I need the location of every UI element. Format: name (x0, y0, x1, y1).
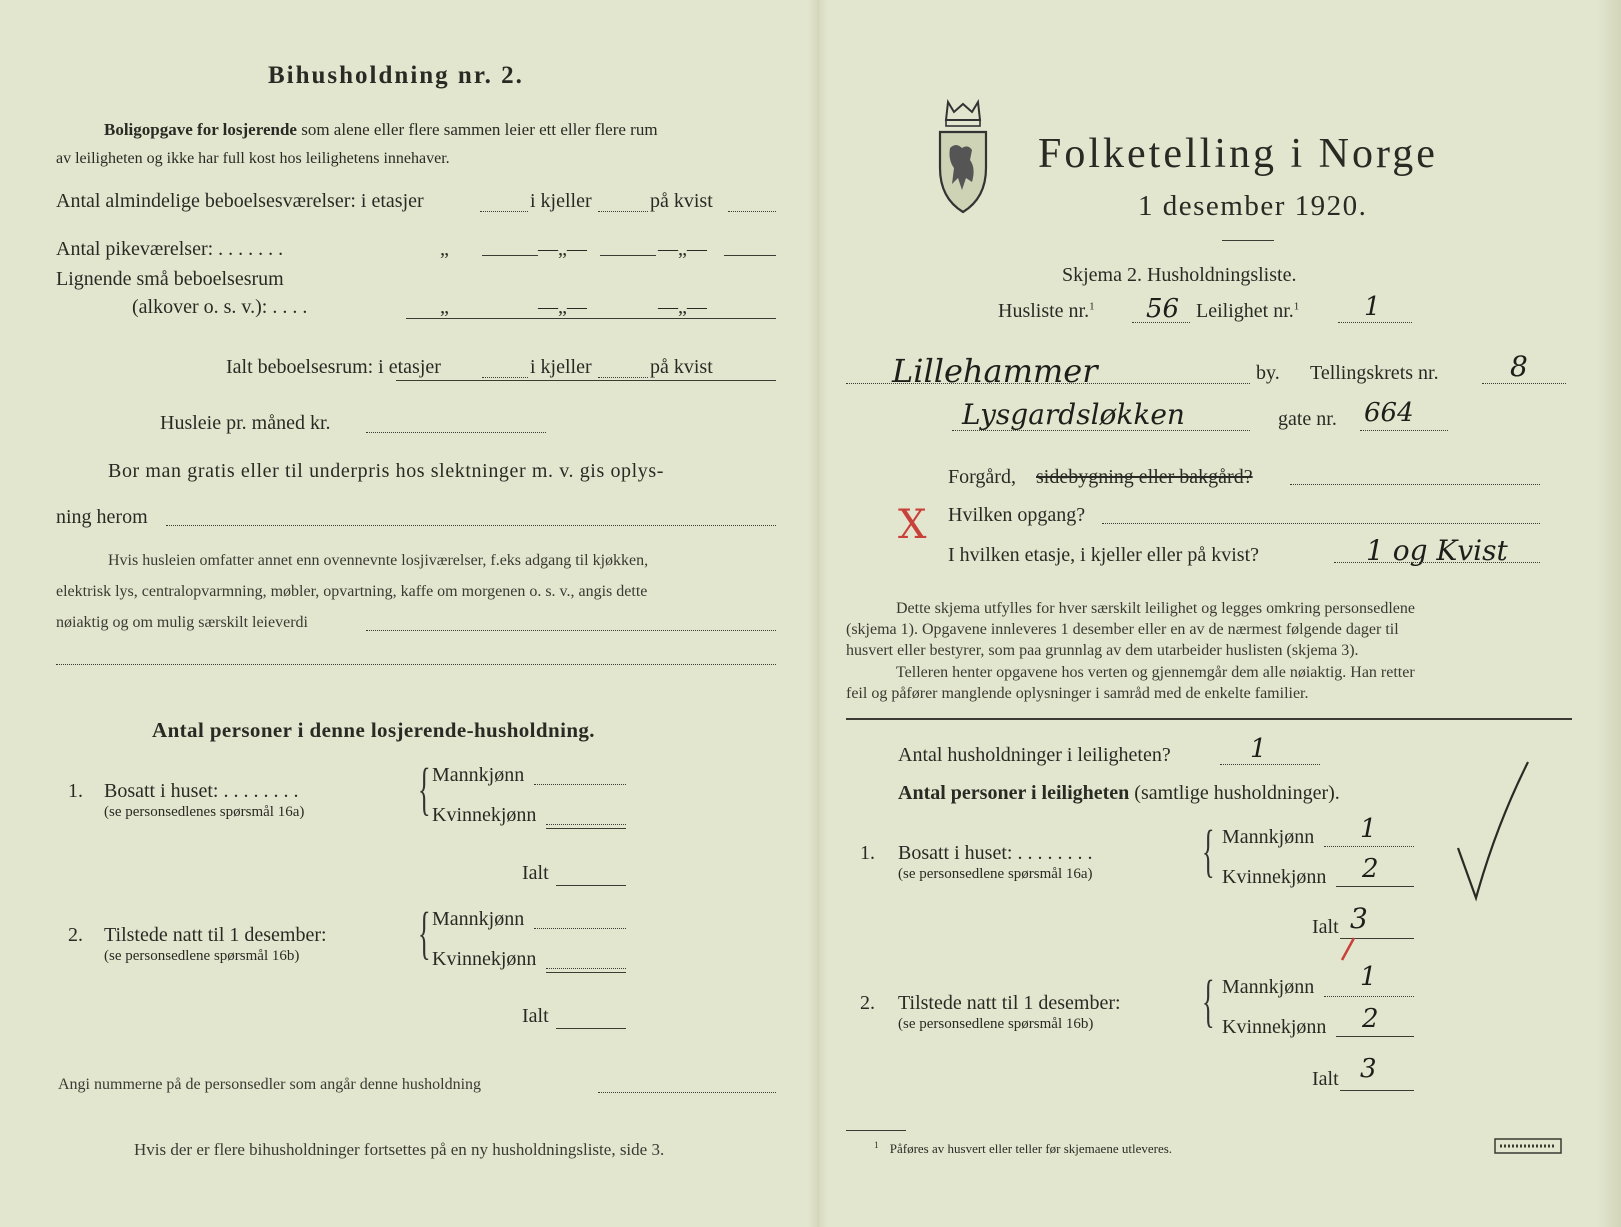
right-q1-kvinne-field (1336, 886, 1414, 887)
ialt-kvist-label: på kvist (650, 356, 713, 378)
husleie-field[interactable] (366, 432, 546, 433)
left-footer: Hvis der er flere bihusholdninger fortsettes på en ny husholdningsliste, side 3. (134, 1140, 665, 1159)
skjema-label: Skjema 2. Husholdningsliste. (1062, 264, 1297, 286)
right-q1-mann-value[interactable]: 1 (1360, 814, 1377, 844)
gate-value[interactable]: Lysgardsløkken (962, 398, 1185, 431)
right-q2-kvinne-value[interactable]: 2 (1362, 1004, 1379, 1034)
right-q1-mann-label: Mannkjønn (1222, 826, 1315, 848)
gate-label: gate nr. (1278, 408, 1337, 430)
right-q2-kvinne-label: Kvinnekjønn (1222, 1016, 1327, 1038)
red-check-mark: X (898, 502, 927, 548)
husliste-value[interactable]: 56 (1146, 294, 1180, 324)
krets-label: Tellingskrets nr. (1310, 362, 1439, 384)
rooms-kjeller-label: i kjeller (530, 190, 592, 212)
left-intro-line2: av leiligheten og ikke har full kost hos leilighetens innehaver. (56, 150, 450, 167)
leilighet-label (1196, 300, 1299, 323)
lignende-label-2: (alkover o. s. v.): . . . . (132, 296, 308, 318)
left-q1-label: Bosatt i huset: . . . . . . . . (104, 780, 299, 802)
leieverdi-field[interactable] (366, 630, 776, 631)
left-q1-mann-label: Mannkjønn (432, 764, 525, 786)
left-q2-num: 2. (68, 924, 83, 946)
gate-nr-value[interactable]: 664 (1364, 398, 1414, 428)
ialt-kjeller-label: i kjeller (530, 356, 592, 378)
etasje-label: I hvilken etasje, i kjeller eller på kvist? (948, 544, 1259, 566)
page-edge-shadow (1597, 0, 1621, 1227)
left-q2-ialt-field[interactable] (556, 1028, 626, 1029)
left-title: Bihusholdning nr. 2. (268, 62, 524, 89)
husliste-sup: 1 (1089, 300, 1095, 313)
left-q2-ialt-label: Ialt (522, 1005, 549, 1027)
left-q2-sub: (se personsedlene spørsmål 16b) (104, 948, 300, 964)
antal-pers-heading (898, 782, 1340, 805)
gate-field (952, 430, 1250, 431)
left-q2-kvinne-field[interactable] (546, 968, 626, 969)
lignende-ditto-1: „ (440, 296, 449, 318)
hvis-line-2: elektrisk lys, centralopvarmning, møbler, opvartning, kaffe om morgenen o. s. v., angis dette (56, 583, 648, 600)
checkmark-icon (1452, 756, 1532, 906)
left-q2-mann-label: Mannkjønn (432, 908, 525, 930)
ialt-kjeller-field[interactable] (598, 377, 648, 378)
footnote (874, 1140, 1172, 1157)
lignende-ditto-2: —„— (538, 296, 587, 318)
opgang-label: Hvilken opgang? (948, 504, 1086, 526)
right-q2-ialt-label: Ialt (1312, 1068, 1339, 1090)
right-q2-brace: { (1202, 968, 1215, 1033)
leilighet-label-text: Leilighet nr. (1196, 300, 1294, 322)
right-q2-mann-label: Mannkjønn (1222, 976, 1315, 998)
right-q2-sub: (se personsedlene spørsmål 16b) (898, 1016, 1094, 1032)
instructions-divider (846, 718, 1572, 720)
footnote-sup: 1 (874, 1140, 879, 1150)
right-q1-ialt-label: Ialt (1312, 916, 1339, 938)
printer-stamp-icon (1494, 1138, 1562, 1154)
left-q2-kvinne-underline (546, 972, 626, 973)
hvis-line-3: nøiaktig og om mulig særskilt leieverdi (56, 614, 308, 631)
husleie-label: Husleie pr. måned kr. (160, 412, 331, 434)
right-q1-num: 1. (860, 842, 875, 864)
dette-line-3: husvert eller bestyrer, som paa grunnlag av dem utarbeider huslisten (skjema 3). (846, 642, 1359, 659)
left-q2-label: Tilstede natt til 1 desember: (104, 924, 327, 946)
footnote-divider (846, 1130, 906, 1131)
left-q2-brace: { (418, 900, 431, 965)
left-q1-num: 1. (68, 780, 83, 802)
dette-line-1: Dette skjema utfylles for hver særskilt leilighet og legges omkring personsedlene (896, 600, 1415, 617)
red-tick-icon (1338, 936, 1358, 962)
dette-line-2: (skjema 1). Opgavene innleveres 1 desember eller en av de nærmest følgende dager til (846, 621, 1399, 638)
leilighet-field (1338, 322, 1412, 323)
right-q2-mann-value[interactable]: 1 (1360, 962, 1377, 992)
leilighet-sup: 1 (1293, 300, 1300, 313)
rooms-kvist-label: på kvist (650, 190, 713, 212)
footnote-text: Påføres av husvert eller teller før skjemaene utleveres. (889, 1141, 1173, 1157)
right-q2-num: 2. (860, 992, 875, 1014)
pike-field-1[interactable] (482, 255, 538, 256)
teller-line-1: Telleren henter opgavene hos verten og gjennemgår dem alle nøiaktig. Han retter (896, 664, 1415, 681)
pike-label: Antal pikeværelser: . . . . . . . (56, 238, 284, 260)
antal-pers-rest: (samtlige husholdninger). (1134, 782, 1340, 804)
left-q1-brace: { (418, 756, 431, 821)
right-q1-mann-field (1324, 846, 1414, 847)
etasje-value[interactable]: 1 og Kvist (1366, 534, 1508, 567)
left-q1-kvinne-label: Kvinnekjønn (432, 804, 537, 826)
hvis-line-1: Hvis husleien omfatter annet enn ovennevnte losjiværelser, f.eks adgang til kjøkken, (108, 552, 649, 569)
left-q1-ialt-field[interactable] (556, 885, 626, 886)
right-q1-ialt-value[interactable]: 3 (1350, 902, 1368, 935)
right-q2-kvinne-field (1336, 1036, 1414, 1037)
by-label: by. (1256, 362, 1280, 384)
antal-hush-field (1220, 764, 1320, 765)
pike-ditto-1: „ (440, 238, 449, 260)
left-q2-mann-field[interactable] (534, 928, 626, 929)
left-intro-rest: som alene eller flere sammen leier ett eller flere rum (301, 120, 658, 139)
gate-nr-field (1360, 430, 1448, 431)
lignende-field-1[interactable] (406, 318, 776, 319)
left-intro (104, 120, 658, 140)
rooms-kvist-field[interactable] (728, 211, 776, 212)
forgard-struck: sidebygning eller bakgård? (1036, 466, 1253, 488)
bor-man-field[interactable] (166, 525, 776, 526)
right-q1-kvinne-value[interactable]: 2 (1362, 854, 1379, 884)
right-q1-label: Bosatt i huset: . . . . . . . . (898, 842, 1093, 864)
page-fold (808, 0, 828, 1227)
right-date: 1 desember 1920. (1138, 190, 1368, 222)
ialt-underline (396, 380, 776, 381)
by-value[interactable]: Lillehammer (892, 352, 1098, 390)
krets-field (1482, 383, 1566, 384)
pike-field-3[interactable] (724, 255, 776, 256)
left-q1-sub: (se personsedlenes spørsmål 16a) (104, 804, 305, 820)
etasje-field (1334, 562, 1540, 563)
antal-hush-value[interactable]: 1 (1250, 734, 1267, 764)
opgang-field[interactable] (1102, 523, 1540, 524)
rooms-label: Antal almindelige beboelsesværelser: i etasjer (56, 190, 424, 212)
husliste-field (1132, 322, 1190, 323)
antal-hush-label: Antal husholdninger i leiligheten? (898, 744, 1171, 766)
angi-label: Angi nummerne på de personsedler som angår denne husholdning (58, 1076, 482, 1093)
right-q2-ialt-field (1340, 1090, 1414, 1091)
right-title: Folketelling i Norge (1038, 131, 1438, 177)
pike-field-2[interactable] (600, 255, 656, 256)
pike-ditto-3: —„— (658, 238, 707, 260)
angi-field[interactable] (598, 1092, 776, 1093)
husliste-label-text: Husliste nr. (998, 300, 1090, 322)
antal-pers-bold: Antal personer i leiligheten (898, 782, 1130, 804)
ialt-rooms-label: Ialt beboelsesrum: i etasjer (226, 356, 441, 378)
pike-ditto-2: —„— (538, 238, 587, 260)
right-q1-sub: (se personsedlene spørsmål 16a) (898, 866, 1093, 882)
left-antal-heading: Antal personer i denne losjerende-husholdning. (152, 718, 595, 742)
rooms-kjeller-field[interactable] (598, 211, 648, 212)
left-q1-kvinne-underline (546, 828, 626, 829)
right-q2-label: Tilstede natt til 1 desember: (898, 992, 1121, 1014)
bor-man-line-1: Bor man gratis eller til underpris hos slektninger m. v. gis oplys- (108, 460, 665, 482)
lignende-label-1: Lignende små beboelsesrum (56, 268, 284, 290)
left-q1-mann-field[interactable] (534, 784, 626, 785)
krets-value[interactable]: 8 (1510, 350, 1528, 383)
norway-coat-of-arms-icon (936, 98, 990, 216)
right-q2-ialt-value[interactable]: 3 (1360, 1054, 1377, 1084)
left-q2-kvinne-label: Kvinnekjønn (432, 948, 537, 970)
by-field (846, 383, 1250, 384)
title-divider (1222, 240, 1274, 241)
leieverdi-field-2[interactable] (56, 664, 776, 665)
teller-line-2: feil og påfører manglende oplysninger i samråd med de enkelte familier. (846, 685, 1309, 702)
forgard-label: Forgård, (948, 466, 1016, 488)
ialt-etasjer-field[interactable] (482, 377, 528, 378)
left-intro-bold: Boligopgave for losjerende (104, 120, 297, 139)
rooms-etasjer-field[interactable] (480, 211, 528, 212)
forgard-field[interactable] (1290, 484, 1540, 485)
left-q1-ialt-label: Ialt (522, 862, 549, 884)
lignende-ditto-3: —„— (658, 296, 707, 318)
husliste-label (998, 300, 1095, 323)
right-q1-brace: { (1202, 818, 1215, 883)
leilighet-value[interactable]: 1 (1364, 292, 1381, 322)
right-q1-kvinne-label: Kvinnekjønn (1222, 866, 1327, 888)
bor-man-line-2: ning herom (56, 506, 148, 528)
right-q2-mann-field (1324, 996, 1414, 997)
left-q1-kvinne-field[interactable] (546, 824, 626, 825)
